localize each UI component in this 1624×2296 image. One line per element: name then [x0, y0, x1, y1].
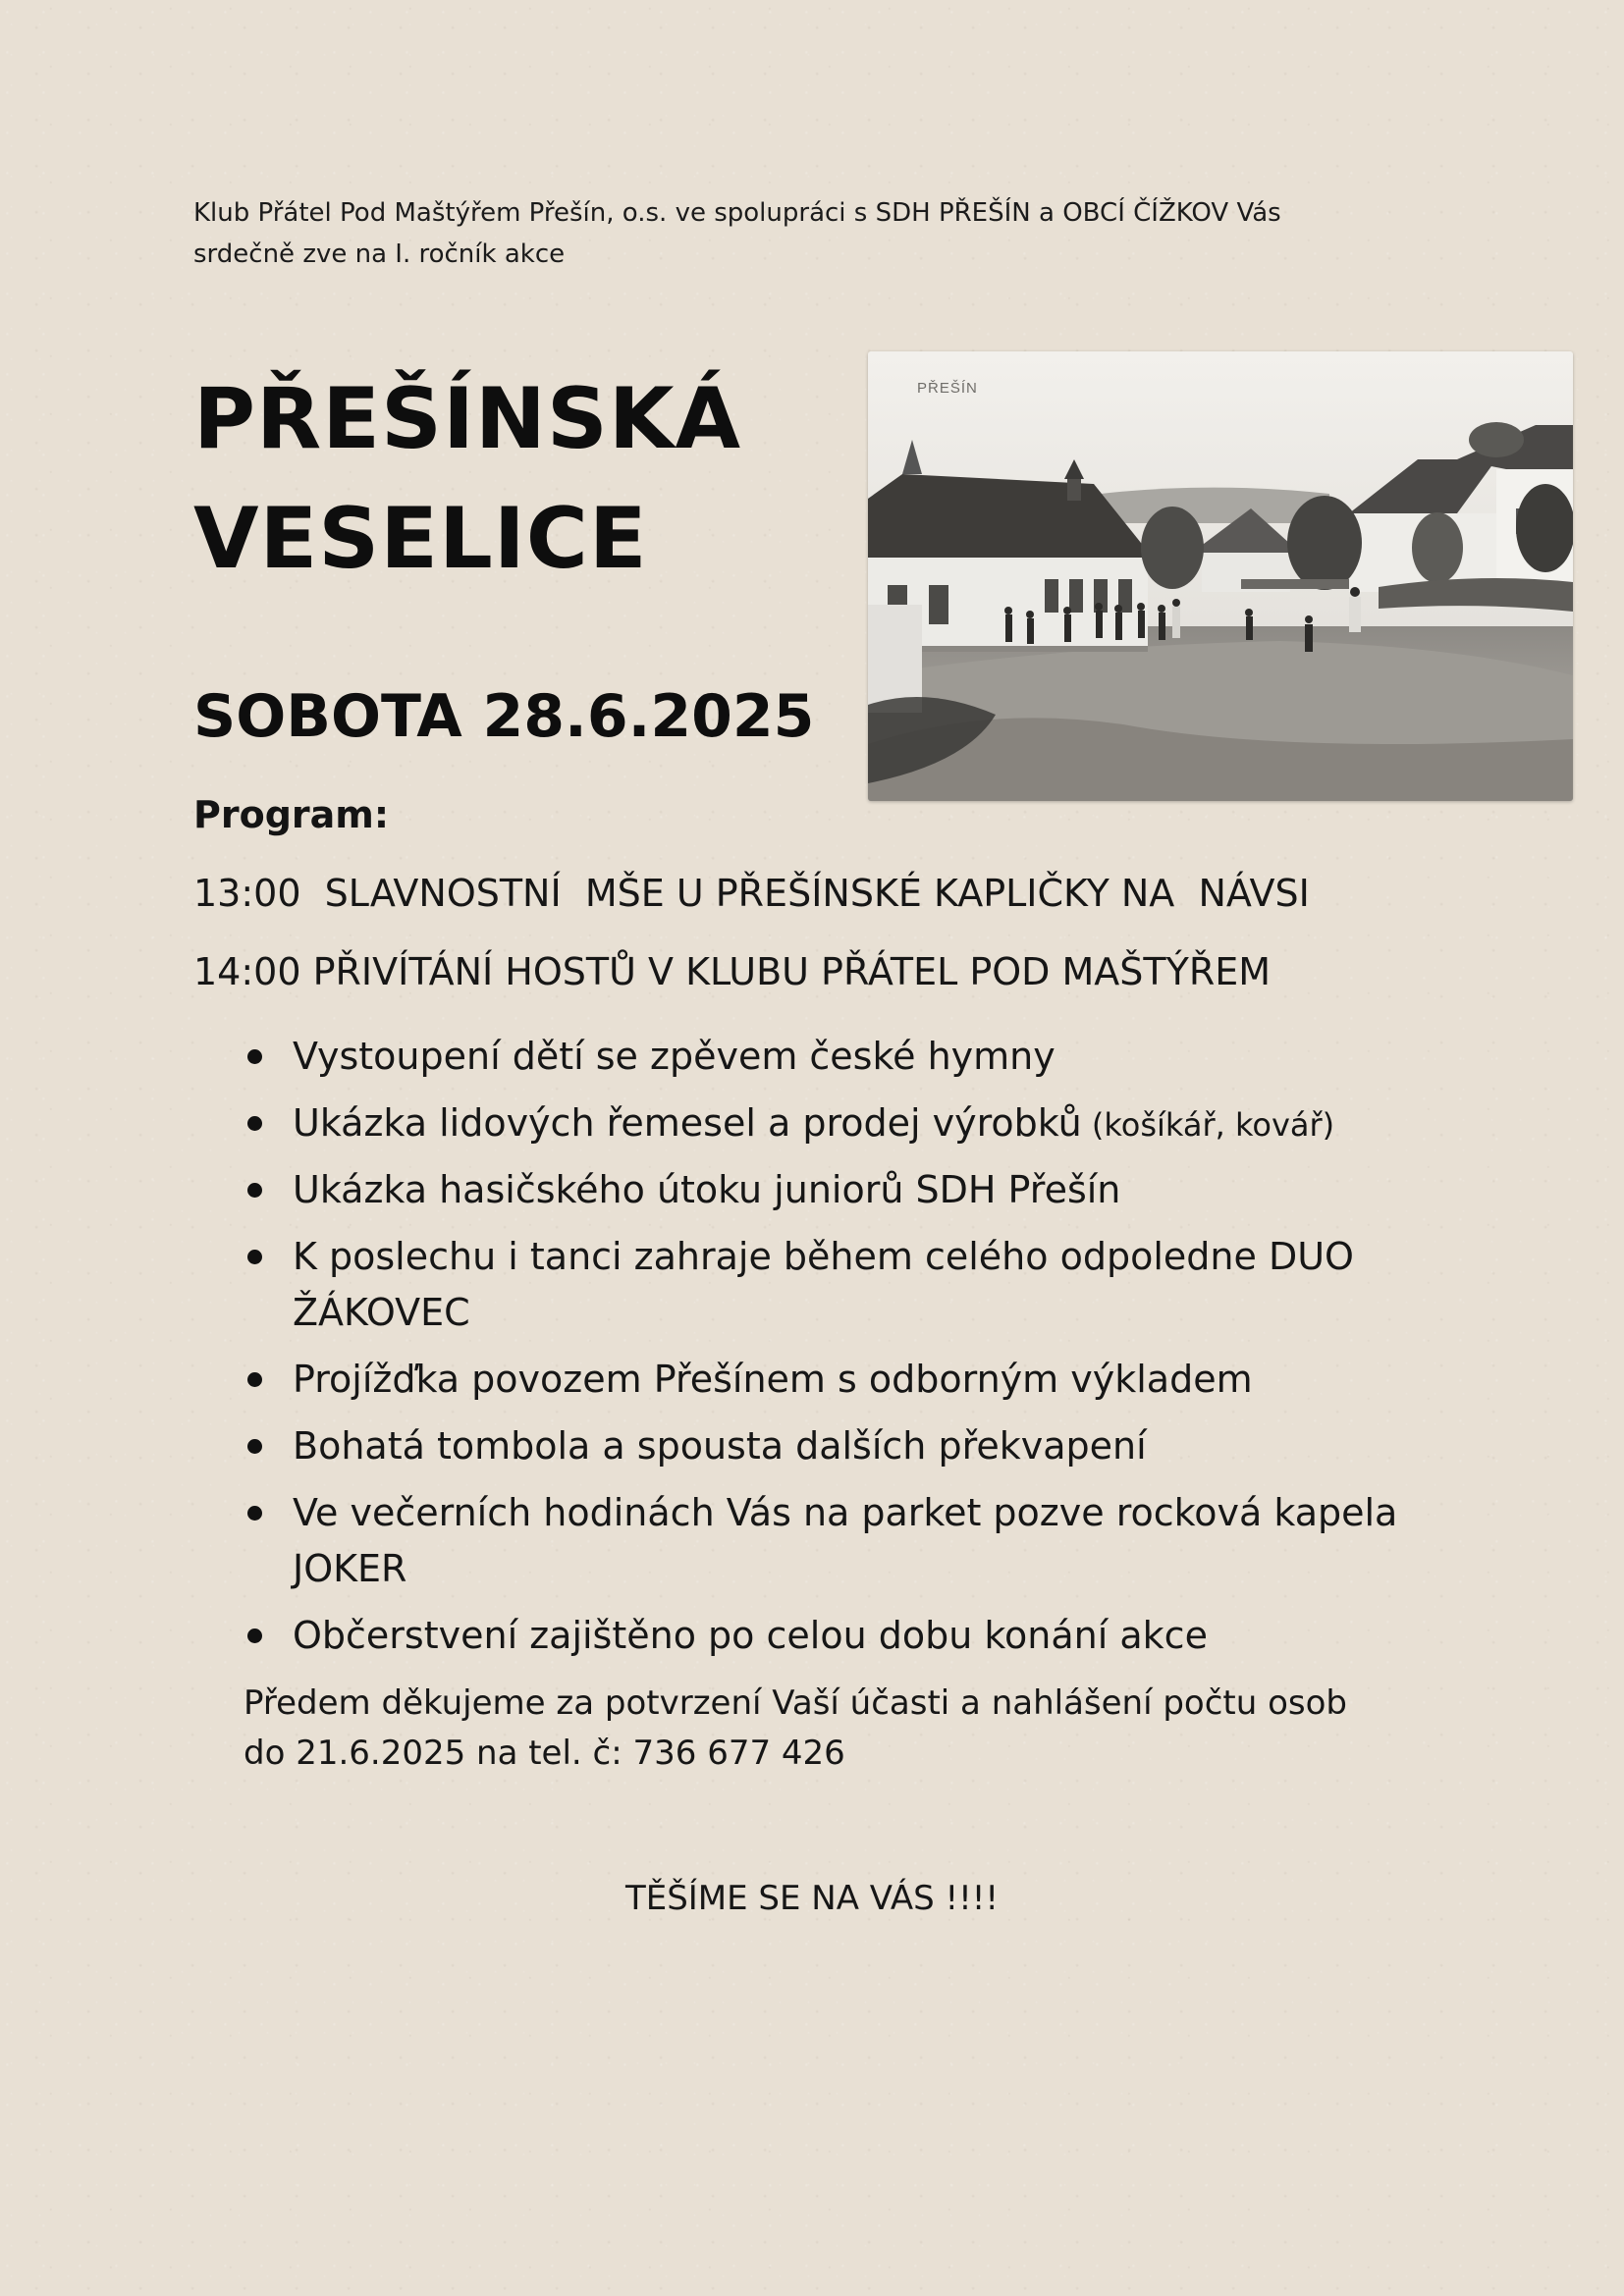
- list-item: [245, 1229, 1522, 1343]
- rsvp-note: [244, 1679, 1422, 1779]
- title-line-2: VESELICE: [193, 490, 648, 588]
- bullet-icon: [247, 1116, 262, 1131]
- list-item: [245, 1029, 1522, 1087]
- list-item-text: Ukázka hasičského útoku juniorů SDH Přešín: [293, 1168, 1121, 1211]
- bullet-icon: [247, 1183, 262, 1198]
- historic-village-photo: [868, 351, 1573, 801]
- bullet-icon: [247, 1506, 262, 1521]
- intro-line-2: srdečně zve na I. ročník akce: [193, 240, 566, 269]
- bullet-icon: [247, 1049, 262, 1064]
- photo-caption: PŘEŠÍN: [917, 380, 978, 397]
- schedule-item-1400: 14:00 PŘIVÍTÁNÍ HOSTŮ V KLUBU PŘÁTEL POD MAŠTÝŘEM: [193, 950, 1272, 993]
- bullet-icon: [247, 1439, 262, 1454]
- title-line-1: PŘEŠÍNSKÁ: [193, 370, 742, 468]
- closing-message: TĚŠÍME SE NA VÁS !!!!: [624, 1879, 1000, 1918]
- invitation-intro: [193, 192, 1372, 275]
- list-item-text: Občerstvení zajištěno po celou dobu konání akce: [293, 1614, 1208, 1657]
- list-item-text: Vystoupení dětí se zpěvem české hymny: [293, 1035, 1056, 1078]
- bullet-icon: [247, 1629, 262, 1643]
- bullet-icon: [247, 1372, 262, 1387]
- list-item: [245, 1418, 1522, 1476]
- list-item-note: (košíkář, kovář): [1081, 1106, 1335, 1144]
- intro-line-1: Klub Přátel Pod Maštýřem Přešín, o.s. ve spolupráci s SDH PŘEŠÍN a OBCÍ ČÍŽKOV Vás: [193, 198, 1281, 228]
- schedule-item-1300: 13:00 SLAVNOSTNÍ MŠE U PŘEŠÍNSKÉ KAPLIČKY NA NÁVSI: [193, 872, 1310, 915]
- program-label: Program:: [193, 793, 390, 836]
- bullet-icon: [247, 1250, 262, 1264]
- list-item-text: Bohatá tombola a spousta dalších překvapení: [293, 1424, 1147, 1468]
- rsvp-line-2: do 21.6.2025 na tel. č: 736 677 426: [244, 1734, 845, 1773]
- rsvp-line-1: Předem děkujeme za potvrzení Vaší účasti a nahlášení počtu osob: [244, 1683, 1348, 1723]
- list-item-text: K poslechu i tanci zahraje během celého odpoledne DUO ŽÁKOVEC: [293, 1235, 1354, 1334]
- list-item-text: Ve večerních hodinách Vás na parket pozve rocková kapela JOKER: [293, 1491, 1398, 1590]
- list-item-text: Projížďka povozem Přešínem s odborným výkladem: [293, 1358, 1253, 1401]
- event-title: [193, 359, 741, 599]
- list-item: [245, 1352, 1522, 1410]
- list-item-text: Ukázka lidových řemesel a prodej výrobků: [293, 1101, 1082, 1145]
- list-item: [245, 1608, 1522, 1666]
- list-item: [245, 1485, 1522, 1599]
- list-item: [245, 1095, 1522, 1153]
- event-date: SOBOTA 28.6.2025: [193, 682, 815, 751]
- program-list: [245, 1029, 1522, 1675]
- list-item: [245, 1162, 1522, 1220]
